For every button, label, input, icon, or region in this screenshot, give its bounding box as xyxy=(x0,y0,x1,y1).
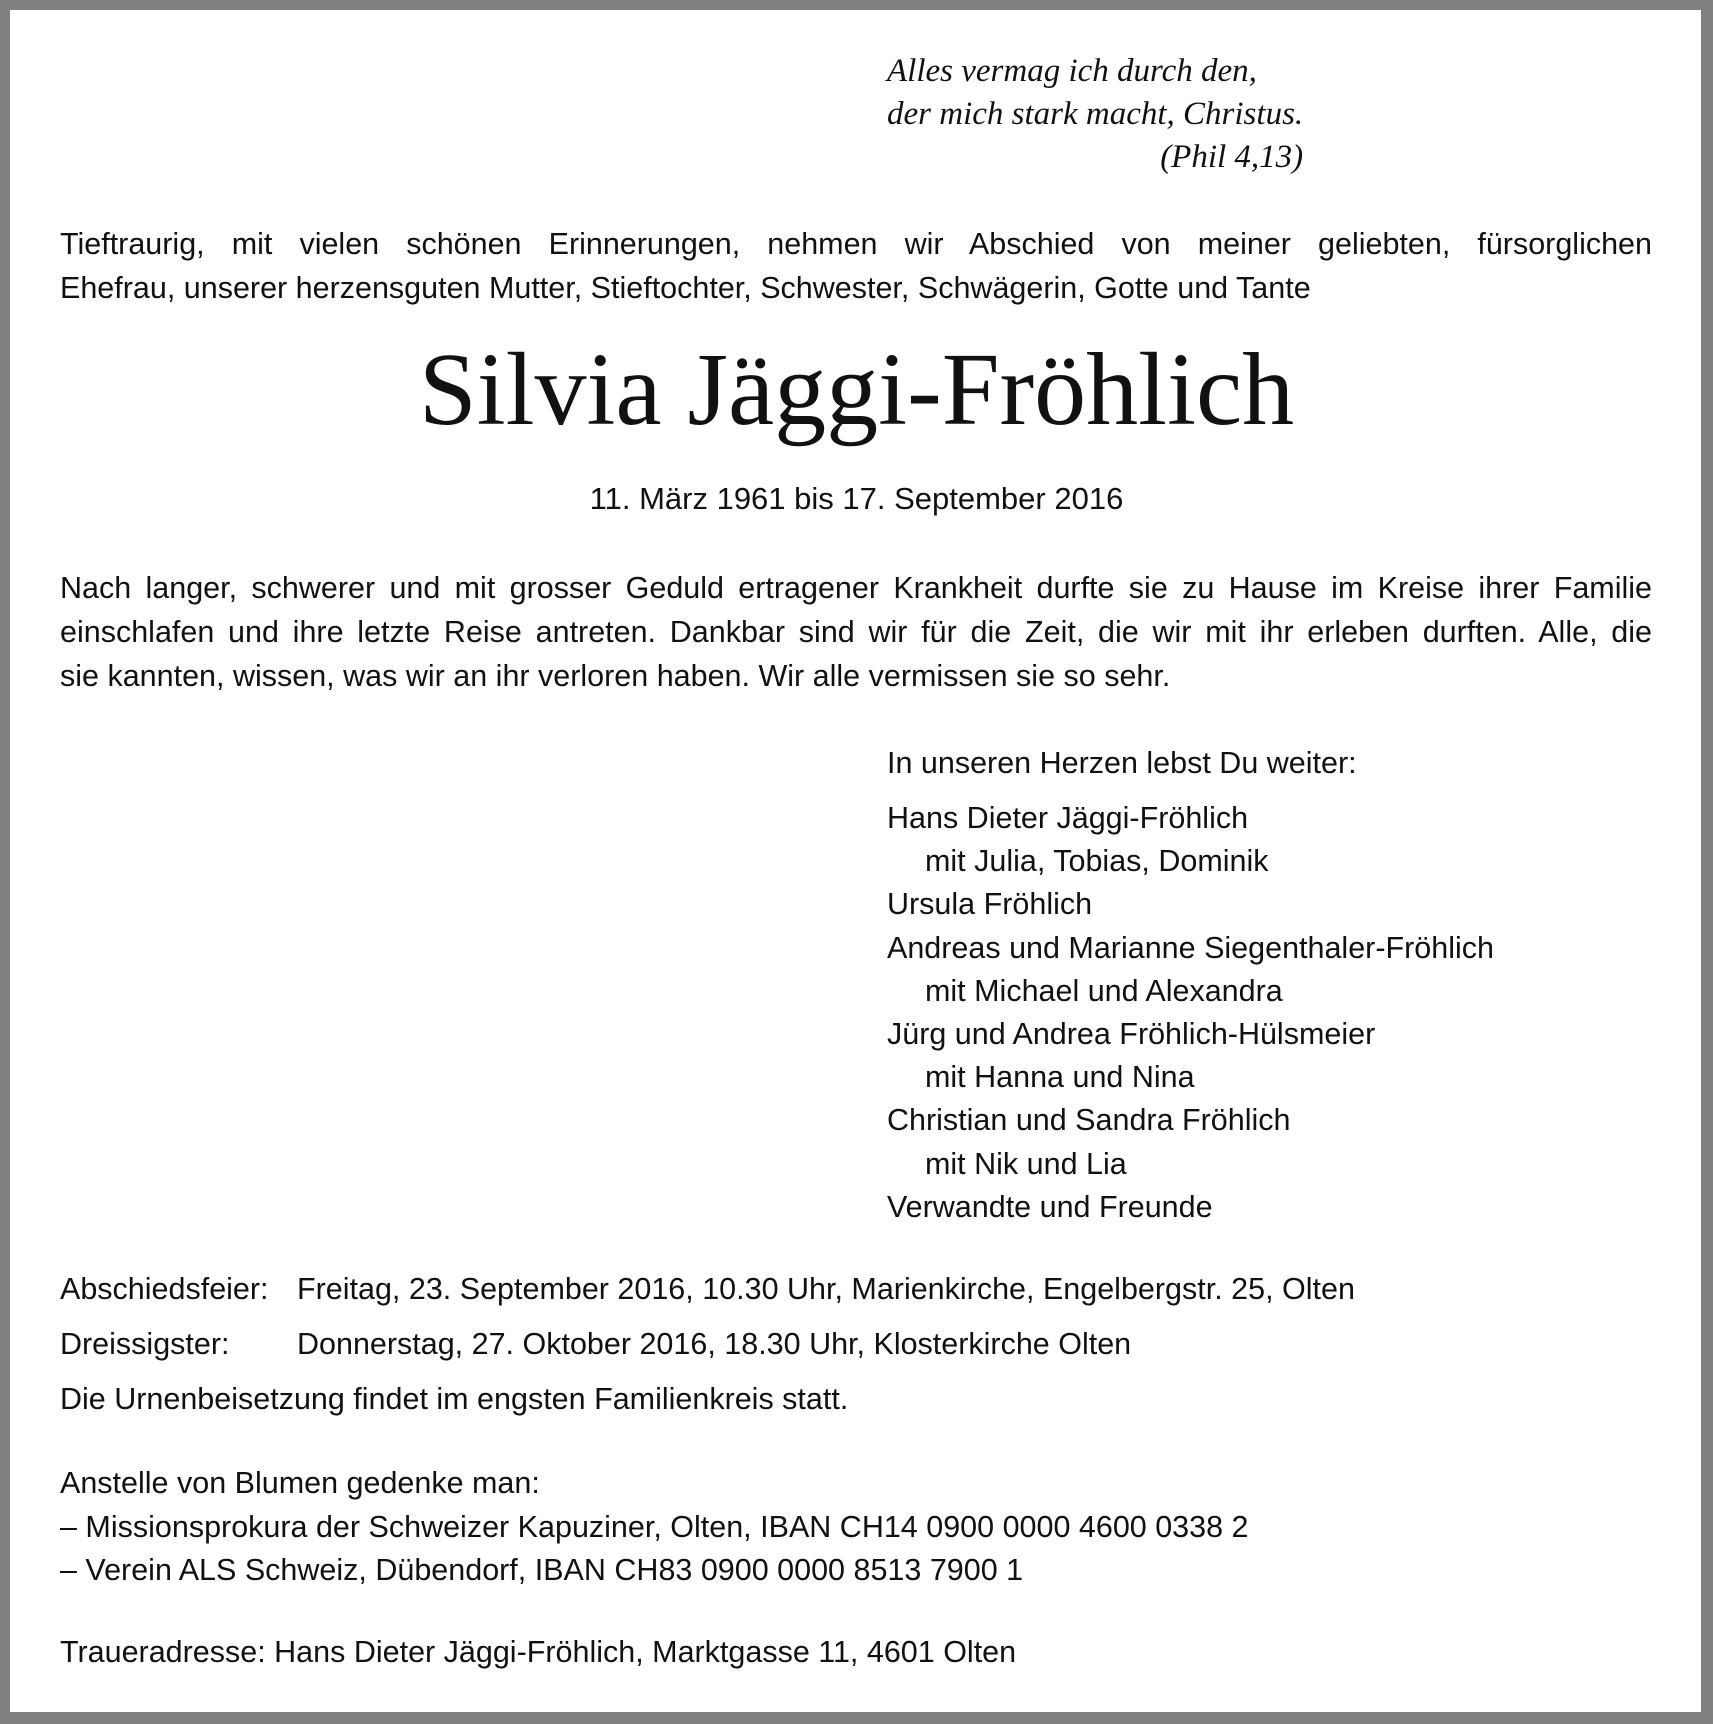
urn-note xyxy=(60,1377,1355,1432)
mourner-entry: mit Hanna und Nina xyxy=(925,1060,1195,1095)
bible-verse xyxy=(887,50,1303,179)
verse-line-1: Alles vermag ich durch den, xyxy=(887,53,1257,89)
mourner-entry: Hans Dieter Jäggi-Fröhlich xyxy=(887,801,1249,835)
message-paragraph xyxy=(60,566,1652,698)
mourner-entry: mit Nik und Lia xyxy=(925,1146,1127,1181)
message-line-1: Nach langer, schwerer und mit grosser Geduld ertragener Krankheit durfte sie zu Hause im Kreise ihrer Familie xyxy=(60,571,1652,605)
thirtieth-row xyxy=(60,1322,1355,1377)
farewell-label: Abschiedsfeier: xyxy=(60,1272,269,1306)
message-line-2: einschlafen und ihre letzte Reise antreten. Dankbar sind wir für die Zeit, die wir mit ihr erleben durften. Alle, die xyxy=(60,615,1652,649)
donation-item-2: – Verein ALS Schweiz, Dübendorf, IBAN CH83 0900 0000 8513 7900 1 xyxy=(60,1553,1024,1587)
intro-line-2: Ehefrau, unserer herzensguten Mutter, Stieftochter, Schwester, Schwägerin, Gotte und Tante xyxy=(60,271,1311,305)
mourner-entry: Verwandte und Freunde xyxy=(887,1189,1213,1224)
urn-note-text: Die Urnenbeisetzung findet im engsten Familienkreis statt. xyxy=(60,1382,849,1416)
verse-reference: (Phil 4,13) xyxy=(1160,139,1304,175)
mourner-entry: mit Julia, Tobias, Dominik xyxy=(925,844,1269,879)
mourner-entry: Ursula Fröhlich xyxy=(887,887,1093,922)
intro-paragraph xyxy=(60,222,1652,310)
donations-intro: Anstelle von Blumen gedenke man: xyxy=(60,1466,540,1500)
life-dates: 11. März 1961 bis 17. September 2016 xyxy=(589,481,1124,516)
farewell-value: Freitag, 23. September 2016, 10.30 Uhr, Marienkirche, Engelbergstr. 25, Olten xyxy=(297,1272,1355,1306)
thirtieth-label: Dreissigster: xyxy=(60,1327,230,1361)
farewell-row xyxy=(60,1267,1355,1322)
mourner-entry: Christian und Sandra Fröhlich xyxy=(887,1103,1291,1138)
message-line-3: sie kannten, wissen, was wir an ihr verloren haben. Wir alle vermissen sie so sehr. xyxy=(60,659,1171,693)
thirtieth-value: Donnerstag, 27. Oktober 2016, 18.30 Uhr, Klosterkirche Olten xyxy=(297,1327,1132,1361)
donation-item-1: – Missionsprokura der Schweizer Kapuziner, Olten, IBAN CH14 0900 0000 4600 0338 2 xyxy=(60,1509,1249,1544)
donations-section xyxy=(60,1462,1249,1593)
mourners-intro: In unseren Herzen lebst Du weiter: xyxy=(887,746,1357,780)
mourners-list xyxy=(887,741,1494,1229)
mourning-address: Traueradresse: Hans Dieter Jäggi-Fröhlich, Marktgasse 11, 4601 Olten xyxy=(60,1635,1017,1669)
verse-line-2: der mich stark macht, Christus. xyxy=(887,96,1304,132)
ceremony-details xyxy=(60,1267,1355,1432)
mourner-entry: Jürg und Andrea Fröhlich-Hülsmeier xyxy=(887,1017,1376,1052)
deceased-name: Silvia Jäggi-Fröhlich xyxy=(418,332,1295,447)
mourner-entry: mit Michael und Alexandra xyxy=(925,973,1283,1008)
intro-line-1: Tieftraurig, mit vielen schönen Erinnerungen, nehmen wir Abschied von meiner geliebten, fürsorglichen xyxy=(60,227,1652,261)
mourner-entry: Andreas und Marianne Siegenthaler-Fröhlich xyxy=(887,930,1494,965)
